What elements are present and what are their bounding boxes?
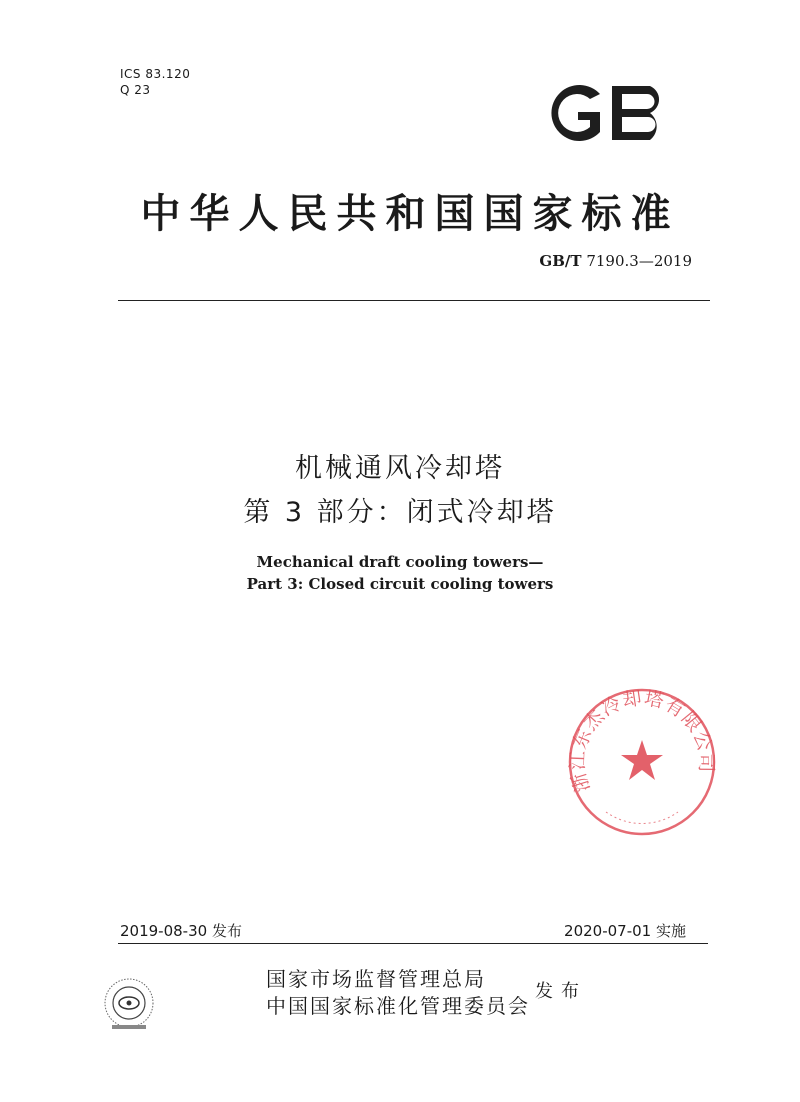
top-divider [118, 300, 710, 301]
standard-type-heading: 中华人民共和国国家标准 [140, 191, 680, 237]
gb-logo-icon [538, 78, 678, 148]
title-chinese-line-1: 机械通风冷却塔 [295, 453, 505, 484]
company-seal-stamp [566, 686, 718, 838]
standard-number-prefix: GB/T [539, 252, 582, 270]
implementation-date: 2020-07-01 实施 [564, 922, 686, 940]
standard-number [539, 252, 692, 270]
title-english-line-2: Part 3: Closed circuit cooling towers [246, 575, 554, 593]
issue-verb: 发布 [535, 981, 587, 1002]
bottom-divider [118, 943, 708, 944]
publication-date: 2019-08-30 发布 [120, 922, 242, 940]
classification-codes [120, 66, 190, 98]
title-english-line-1: Mechanical draft cooling towers— [256, 553, 544, 571]
ccs-code: Q 23 [120, 83, 151, 97]
ics-code: ICS 83.120 [120, 67, 191, 81]
standard-number-value: 7190.3—2019 [586, 252, 692, 270]
svg-text:浙江东杰冷却塔有限公司: 浙江东杰冷却塔有限公司 [566, 687, 718, 795]
anti-counterfeit-mark-icon [100, 975, 158, 1035]
issuer-line-2: 中国国家标准化管理委员会 [266, 994, 530, 1018]
issuer-line-1: 国家市场监督管理总局 [266, 967, 486, 991]
title-chinese-line-2: 第 3 部分：闭式冷却塔 [243, 497, 557, 528]
